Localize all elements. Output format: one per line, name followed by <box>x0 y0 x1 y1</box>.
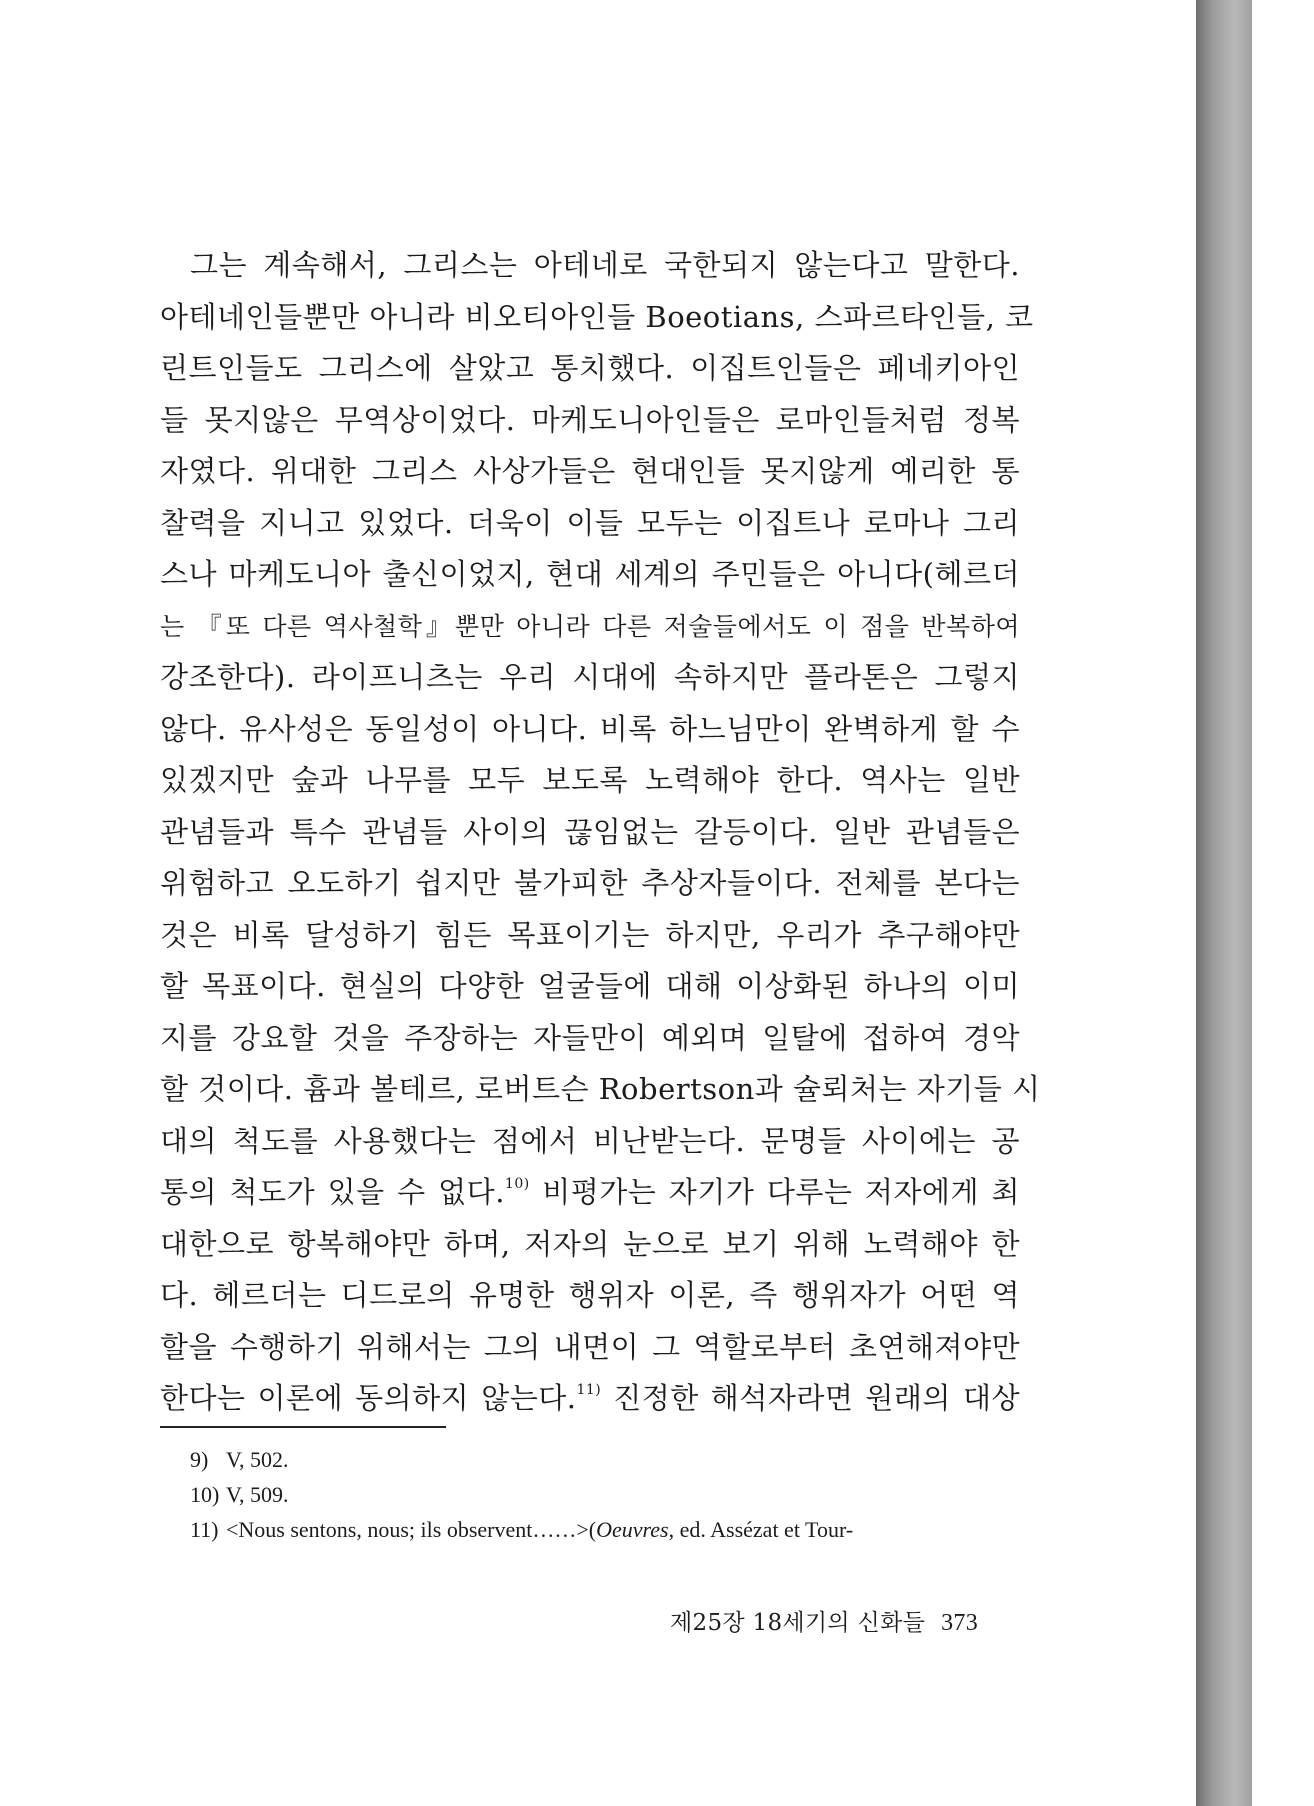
footnote-divider <box>160 1426 446 1428</box>
footnote-text: <Nous sentons, nous; ils observent……>( <box>226 1517 597 1542</box>
footnote-text: V, 502. <box>226 1447 289 1472</box>
footnote-italic: Oeuvres <box>596 1517 669 1542</box>
footnote-number: 10) <box>190 1482 220 1507</box>
text-line: 자였다. 위대한 그리스 사상가들은 현대인들 못지않게 예리한 통 <box>160 454 1020 488</box>
text-line: 강조한다). 라이프니츠는 우리 시대에 속하지만 플라톤은 그렇지 <box>160 660 1020 694</box>
footnotes <box>190 1442 1020 1547</box>
text-line: 들 못지않은 무역상이었다. 마케도니아인들은 로마인들처럼 정복 <box>160 402 1020 437</box>
footnote-number: 11) <box>190 1517 219 1542</box>
text-line: 는 『또 다른 역사철학』뿐만 아니라 다른 저술들에서도 이 점을 반복하여 <box>160 611 1020 641</box>
text-line: 다. 헤르더는 디드로의 유명한 행위자 이론, 즉 행위자가 어떤 역 <box>160 1278 1020 1312</box>
text-segment: 통의 척도가 있을 수 없다. <box>160 1175 505 1209</box>
text-line: 있겠지만 숲과 나무를 모두 보도록 노력해야 한다. 역사는 일반 <box>160 763 1020 797</box>
text-line: 스나 마케도니아 출신이었지, 현대 세계의 주민들은 아니다(헤르더 <box>160 557 1020 591</box>
page-background <box>1252 0 1314 1806</box>
chapter-title: 제25장 18세기의 신화들 <box>670 1610 926 1636</box>
footnote <box>190 1512 1020 1547</box>
book-spine-edge <box>1196 0 1252 1806</box>
footnote-text: V, 509. <box>226 1482 289 1507</box>
footnote-ref[interactable]: 10) <box>504 1176 530 1192</box>
text-line: 아테네인들뿐만 아니라 비오티아인들 Boeotians, 스파르타인들, 코 <box>160 299 1034 334</box>
footnote-text: , ed. Assézat et Tour- <box>668 1517 854 1542</box>
body-text <box>160 240 1041 1425</box>
page-number: 373 <box>941 1610 979 1636</box>
text-line: 위험하고 오도하기 쉽지만 불가피한 추상자들이다. 전체를 본다는 <box>160 866 1020 900</box>
text-line: 관념들과 특수 관념들 사이의 끊임없는 갈등이다. 일반 관념들은 <box>160 814 1020 849</box>
running-footer <box>670 1604 978 1637</box>
text-line: 것은 비록 달성하기 힘든 목표이기는 하지만, 우리가 추구해야만 <box>160 917 1020 952</box>
footnote <box>190 1477 1020 1512</box>
text-line: 그는 계속해서, 그리스는 아테네로 국한되지 않는다고 말한다. <box>190 248 1020 282</box>
footnote <box>190 1442 1020 1477</box>
text-line: 찰력을 지니고 있었다. 더욱이 이들 모두는 이집트나 로마나 그리 <box>160 505 1020 540</box>
text-segment: 한다는 이론에 동의하지 않는다. <box>160 1381 577 1415</box>
text-line: 않다. 유사성은 동일성이 아니다. 비록 하느님만이 완벽하게 할 수 <box>160 711 1020 746</box>
text-line: 할 것이다. 흄과 볼테르, 로버트슨 Robertson과 슐뢰처는 자기들 시 <box>160 1072 1041 1106</box>
text-segment: 비평가는 자기가 다루는 저자에게 최 <box>529 1175 1020 1209</box>
text-line: 할 목표이다. 현실의 다양한 얼굴들에 대해 이상화된 하나의 이미 <box>160 969 1020 1003</box>
text-line <box>160 1373 1020 1425</box>
footnote-number: 9) <box>190 1447 209 1472</box>
text-line <box>160 1167 1020 1219</box>
footnote-ref[interactable]: 11) <box>576 1382 602 1398</box>
text-segment: 진정한 해석자라면 원래의 대상 <box>601 1381 1020 1415</box>
text-line: 할을 수행하기 위해서는 그의 내면이 그 역할로부터 초연해져야만 <box>160 1329 1020 1364</box>
text-line: 린트인들도 그리스에 살았고 통치했다. 이집트인들은 페네키아인 <box>160 351 1020 385</box>
text-line: 대한으로 항복해야만 하며, 저자의 눈으로 보기 위해 노력해야 한 <box>160 1226 1020 1261</box>
text-line: 지를 강요할 것을 주장하는 자들만이 예외며 일탈에 접하여 경악 <box>160 1020 1020 1055</box>
text-line: 대의 척도를 사용했다는 점에서 비난받는다. 문명들 사이에는 공 <box>160 1123 1020 1158</box>
